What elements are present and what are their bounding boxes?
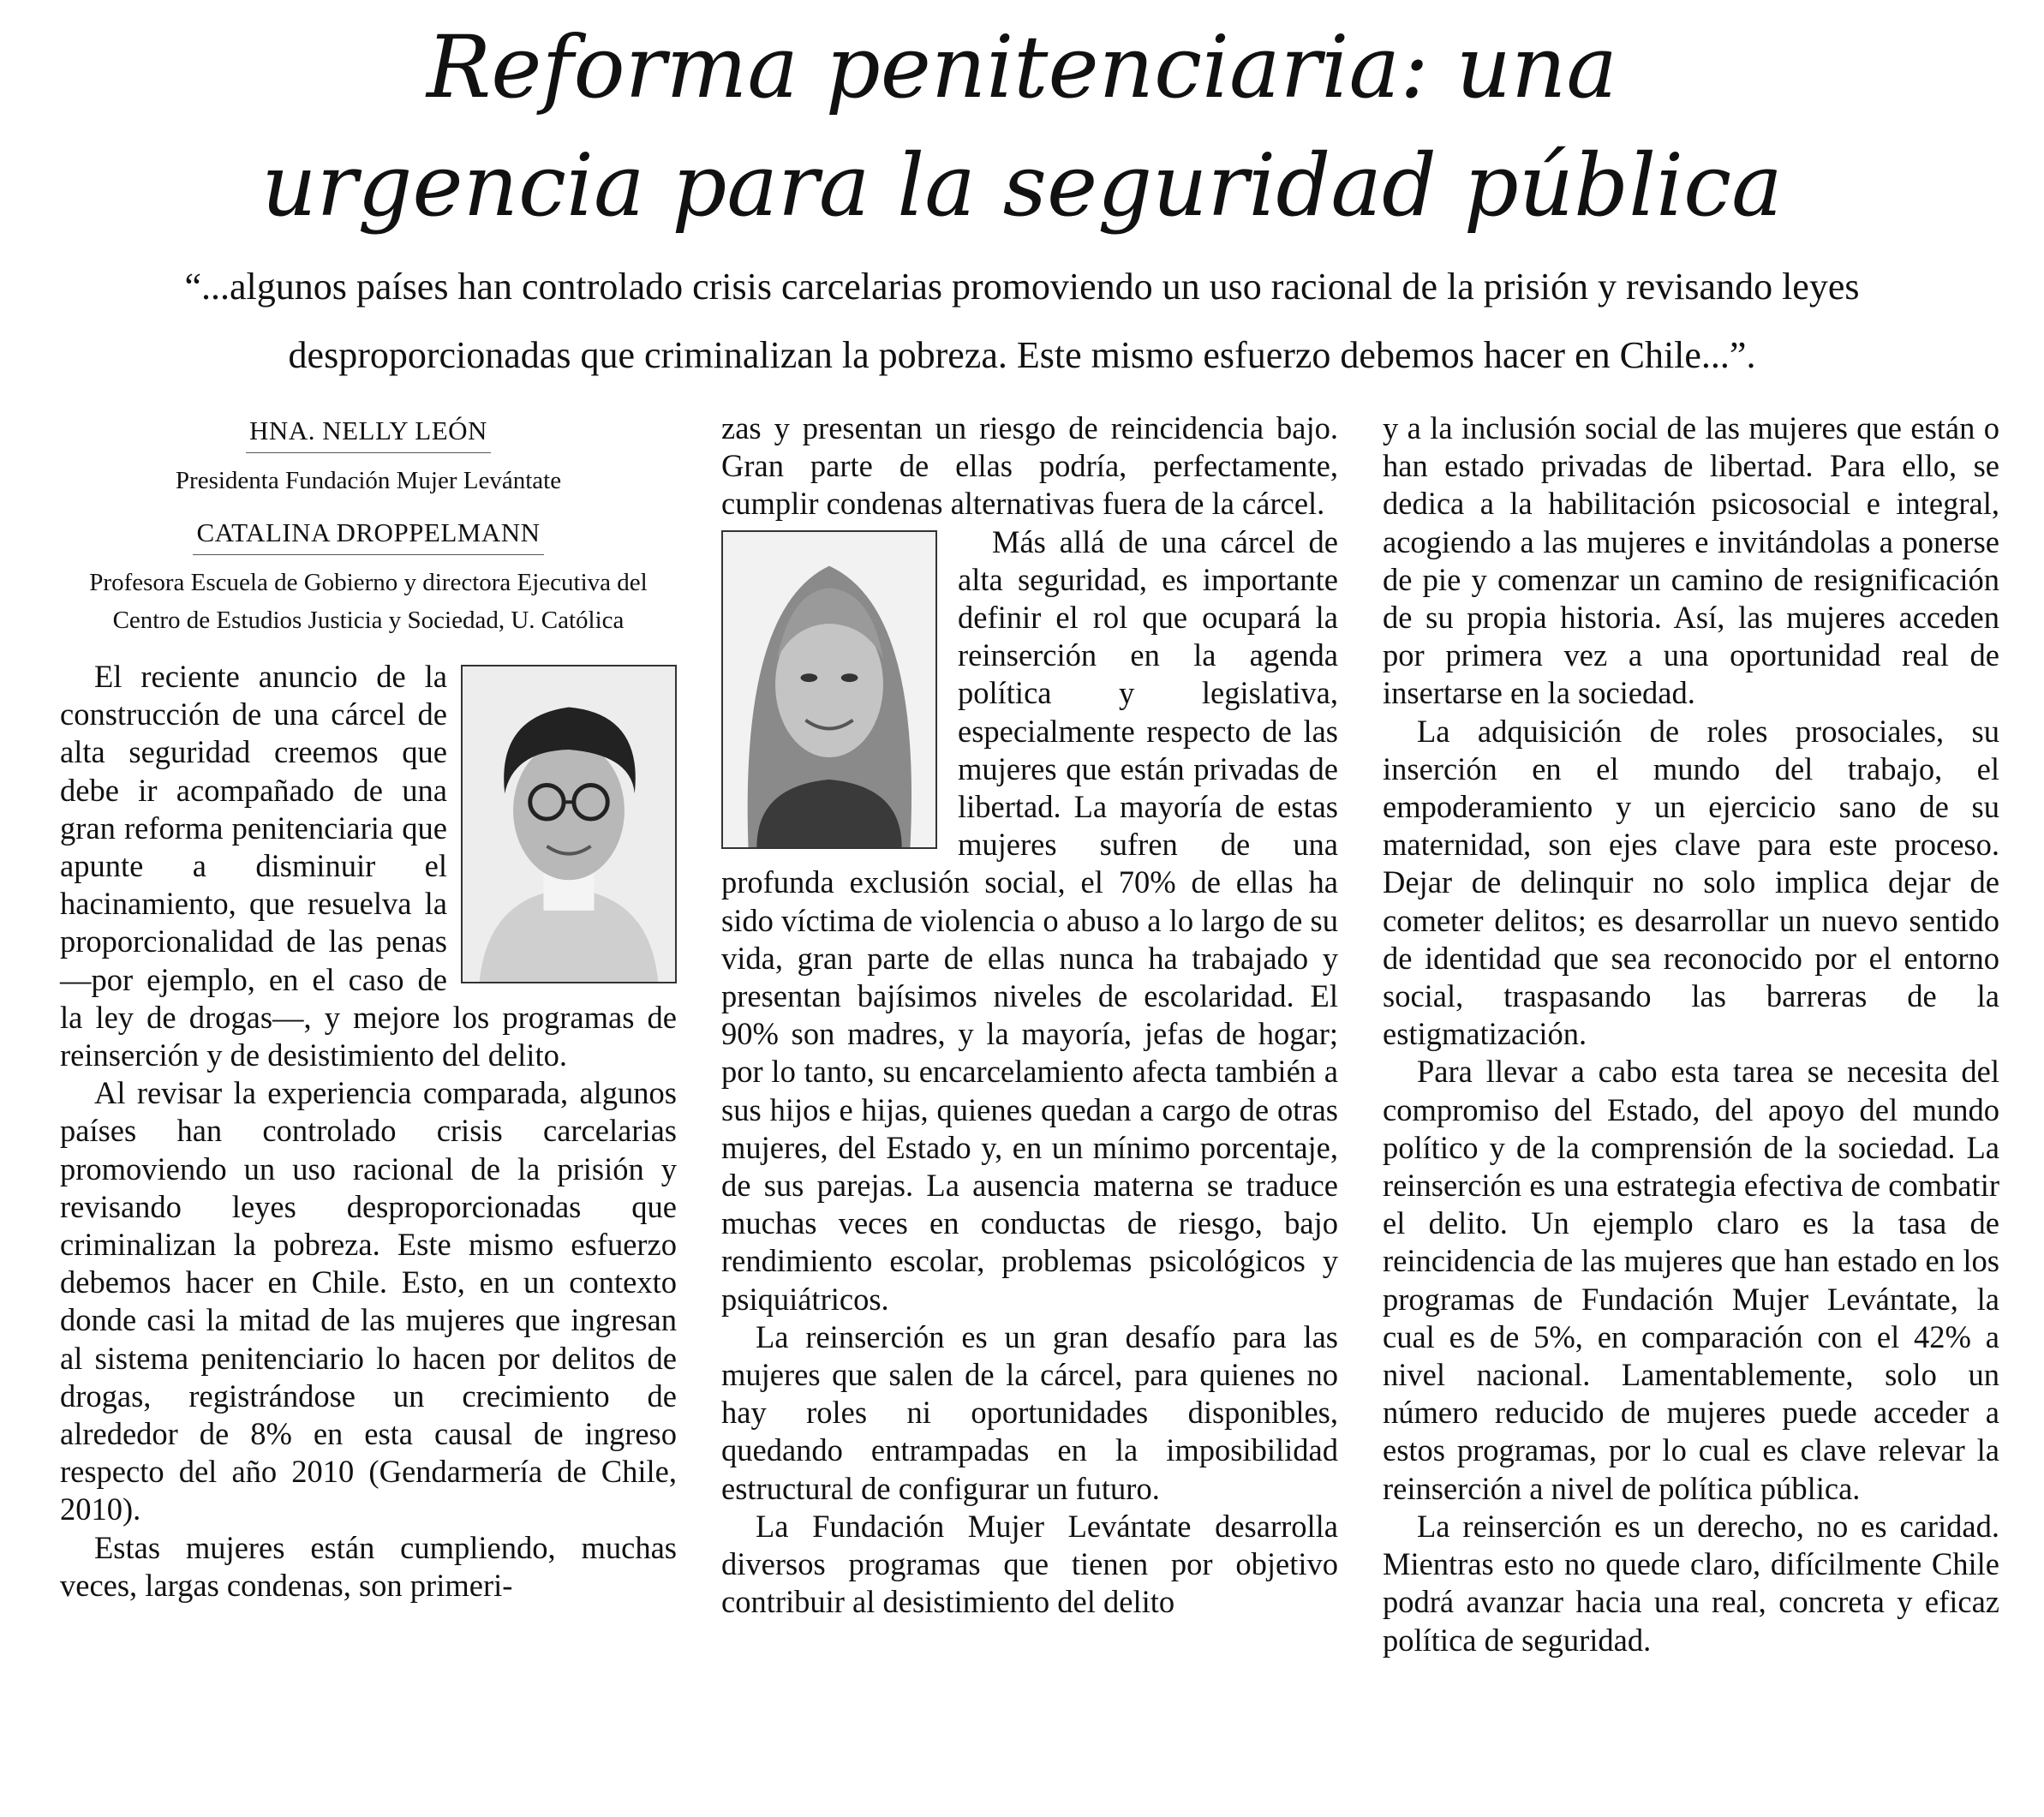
body-paragraph: La reinserción es un derecho, no es caridad. Mientras esto no quede claro, difícilmente Chile podrá avanzar hacia una real, concreta y eficaz política de seguridad. xyxy=(1383,1508,1999,1658)
headline-line-1: Reforma penitenciaria: una xyxy=(427,17,1617,117)
body-paragraph xyxy=(60,658,677,1074)
portrait-illustration xyxy=(463,666,675,982)
body-paragraph: zas y presentan un riesgo de reincidencia bajo. Gran parte de ellas podría, perfectamente, cumplir condenas alternativas fuera de la cárcel. xyxy=(721,410,1338,522)
body-paragraph: Estas mujeres están cumpliendo, muchas veces, largas condenas, son primeri- xyxy=(60,1529,677,1603)
body-paragraph xyxy=(721,523,1338,1318)
paragraph-text: Más allá de una cárcel de alta seguridad, es importante definir el rol que ocupará la reinserción en la agenda política y legislativa, especialmente respecto de las mujeres que están privadas de libertad. La mayoría de estas mujeres sufren de una profunda exclusión social, el 70% de ellas ha sido víctima de violencia o abuso a lo largo de su vida, gran parte de ellas nunca ha trabajado y presentan bajísimos niveles de escolaridad. El 90% son madres, y la mayoría, jefas de hogar; por lo tanto, su encarcelamiento afecta también a sus hijos e hijas, quienes quedan a cargo de otras mujeres, del Estado y, en un mínimo porcentaje, de sus parejas. La ausencia materna se traduce muchas veces en conductas de riesgo, bajo rendimiento escolar, problemas psicológicos y psiquiátricos. xyxy=(721,523,1338,1317)
body-paragraph: La reinserción es un gran desafío para las mujeres que salen de la cárcel, para quienes no hay roles ni oportunidades disponibles, quedando entrampadas en la imposibilidad estructural de configurar un futuro. xyxy=(721,1318,1338,1506)
author-name-1: HNA. NELLY LEÓN xyxy=(246,411,491,453)
body-paragraph: La Fundación Mujer Levántate desarrolla diversos programas que tienen por objetivo contribuir al desistimiento del delito xyxy=(721,1508,1338,1620)
pull-quote: “...algunos países han controlado crisis carcelarias promoviendo un uso racional de la prisión y revisando leyes desproporcionadas que criminalizan la pobreza. Este mismo esfuerzo debemos hacer en Chile...”. xyxy=(184,266,1860,376)
paragraph-text: El reciente anuncio de la construcción de una cárcel de alta seguridad creemos que debe ir acompañado de una gran reforma penitenciaria que apunte a disminuir el hacinamiento, que resuelva la proporcionalidad de las penas —por ejemplo, en el caso de la ley de drogas—, y mejore los programas de reinserción y de desistimiento del delito. xyxy=(60,659,677,1073)
body-paragraph: Al revisar la experiencia comparada, algunos países han controlado crisis carcelarias promoviendo un uso racional de la prisión y revisando leyes desproporcionadas que criminalizan la pobreza. Este mismo esfuerzo debemos hacer en Chile. Esto, en un contexto donde casi la mitad de las mujeres que ingresan al sistema penitenciario lo hacen por delitos de drogas, registrándose un crecimiento de alrededor de 8% en esta causal de ingreso respecto del año 2010 (Gendarmería de Chile, 2010). xyxy=(60,1075,677,1527)
body-paragraph: Para llevar a cabo esta tarea se necesita del compromiso del Estado, del apoyo del mundo político y de la comprensión de la sociedad. La reinserción es una estrategia efectiva de combatir el delito. Un ejemplo claro es la tasa de reincidencia de las mujeres que han estado en los programas de Fundación Mujer Levántate, la cual es de 5%, en comparación con el 42% a nivel nacional. Lamentablemente, solo un número reducido de mujeres puede acceder a estos programas, por lo cual es clave relevar la reinserción a nivel de política pública. xyxy=(1383,1054,1999,1506)
body-paragraph: y a la inclusión social de las mujeres que están o han estado privadas de libertad. Para ello, se dedica a la habilitación psicosocial e integral, acogiendo a las mujeres e invitándolas a ponerse de pie y comenzar un camino de resignificación de su propia historia. Así, las mujeres acceden por primera vez a una oportunidad real de insertarse en la sociedad. xyxy=(1383,410,1999,711)
byline xyxy=(60,409,677,639)
column-3 xyxy=(1383,409,1999,1659)
headline-line-2: urgencia para la seguridad pública xyxy=(261,135,1783,236)
author-role-1: Presidenta Fundación Mujer Levántate xyxy=(175,467,562,494)
headline xyxy=(0,9,2044,245)
column-1 xyxy=(60,409,677,1605)
portrait-illustration xyxy=(723,532,935,847)
body-paragraph: La adquisición de roles prosociales, su inserción en el mundo del trabajo, el empoderamiento y un ejercicio sano de su maternidad, son ejes clave para este proceso. Dejar de delinquir no solo implica dejar de cometer delitos; es desarrollar un nuevo sentido de identidad que sea reconocido por el entorno social, traspasando las barreras de la estigmatización. xyxy=(1383,713,1999,1052)
author-role-2: Profesora Escuela de Gobierno y directora Ejecutiva del Centro de Estudios Justicia y Sociedad, U. Católica xyxy=(89,569,648,634)
author-photo-nelly xyxy=(461,665,677,983)
author-name-2: CATALINA DROPPELMANN xyxy=(193,513,543,555)
author-photo-catalina xyxy=(721,530,937,849)
column-2 xyxy=(721,409,1338,1622)
